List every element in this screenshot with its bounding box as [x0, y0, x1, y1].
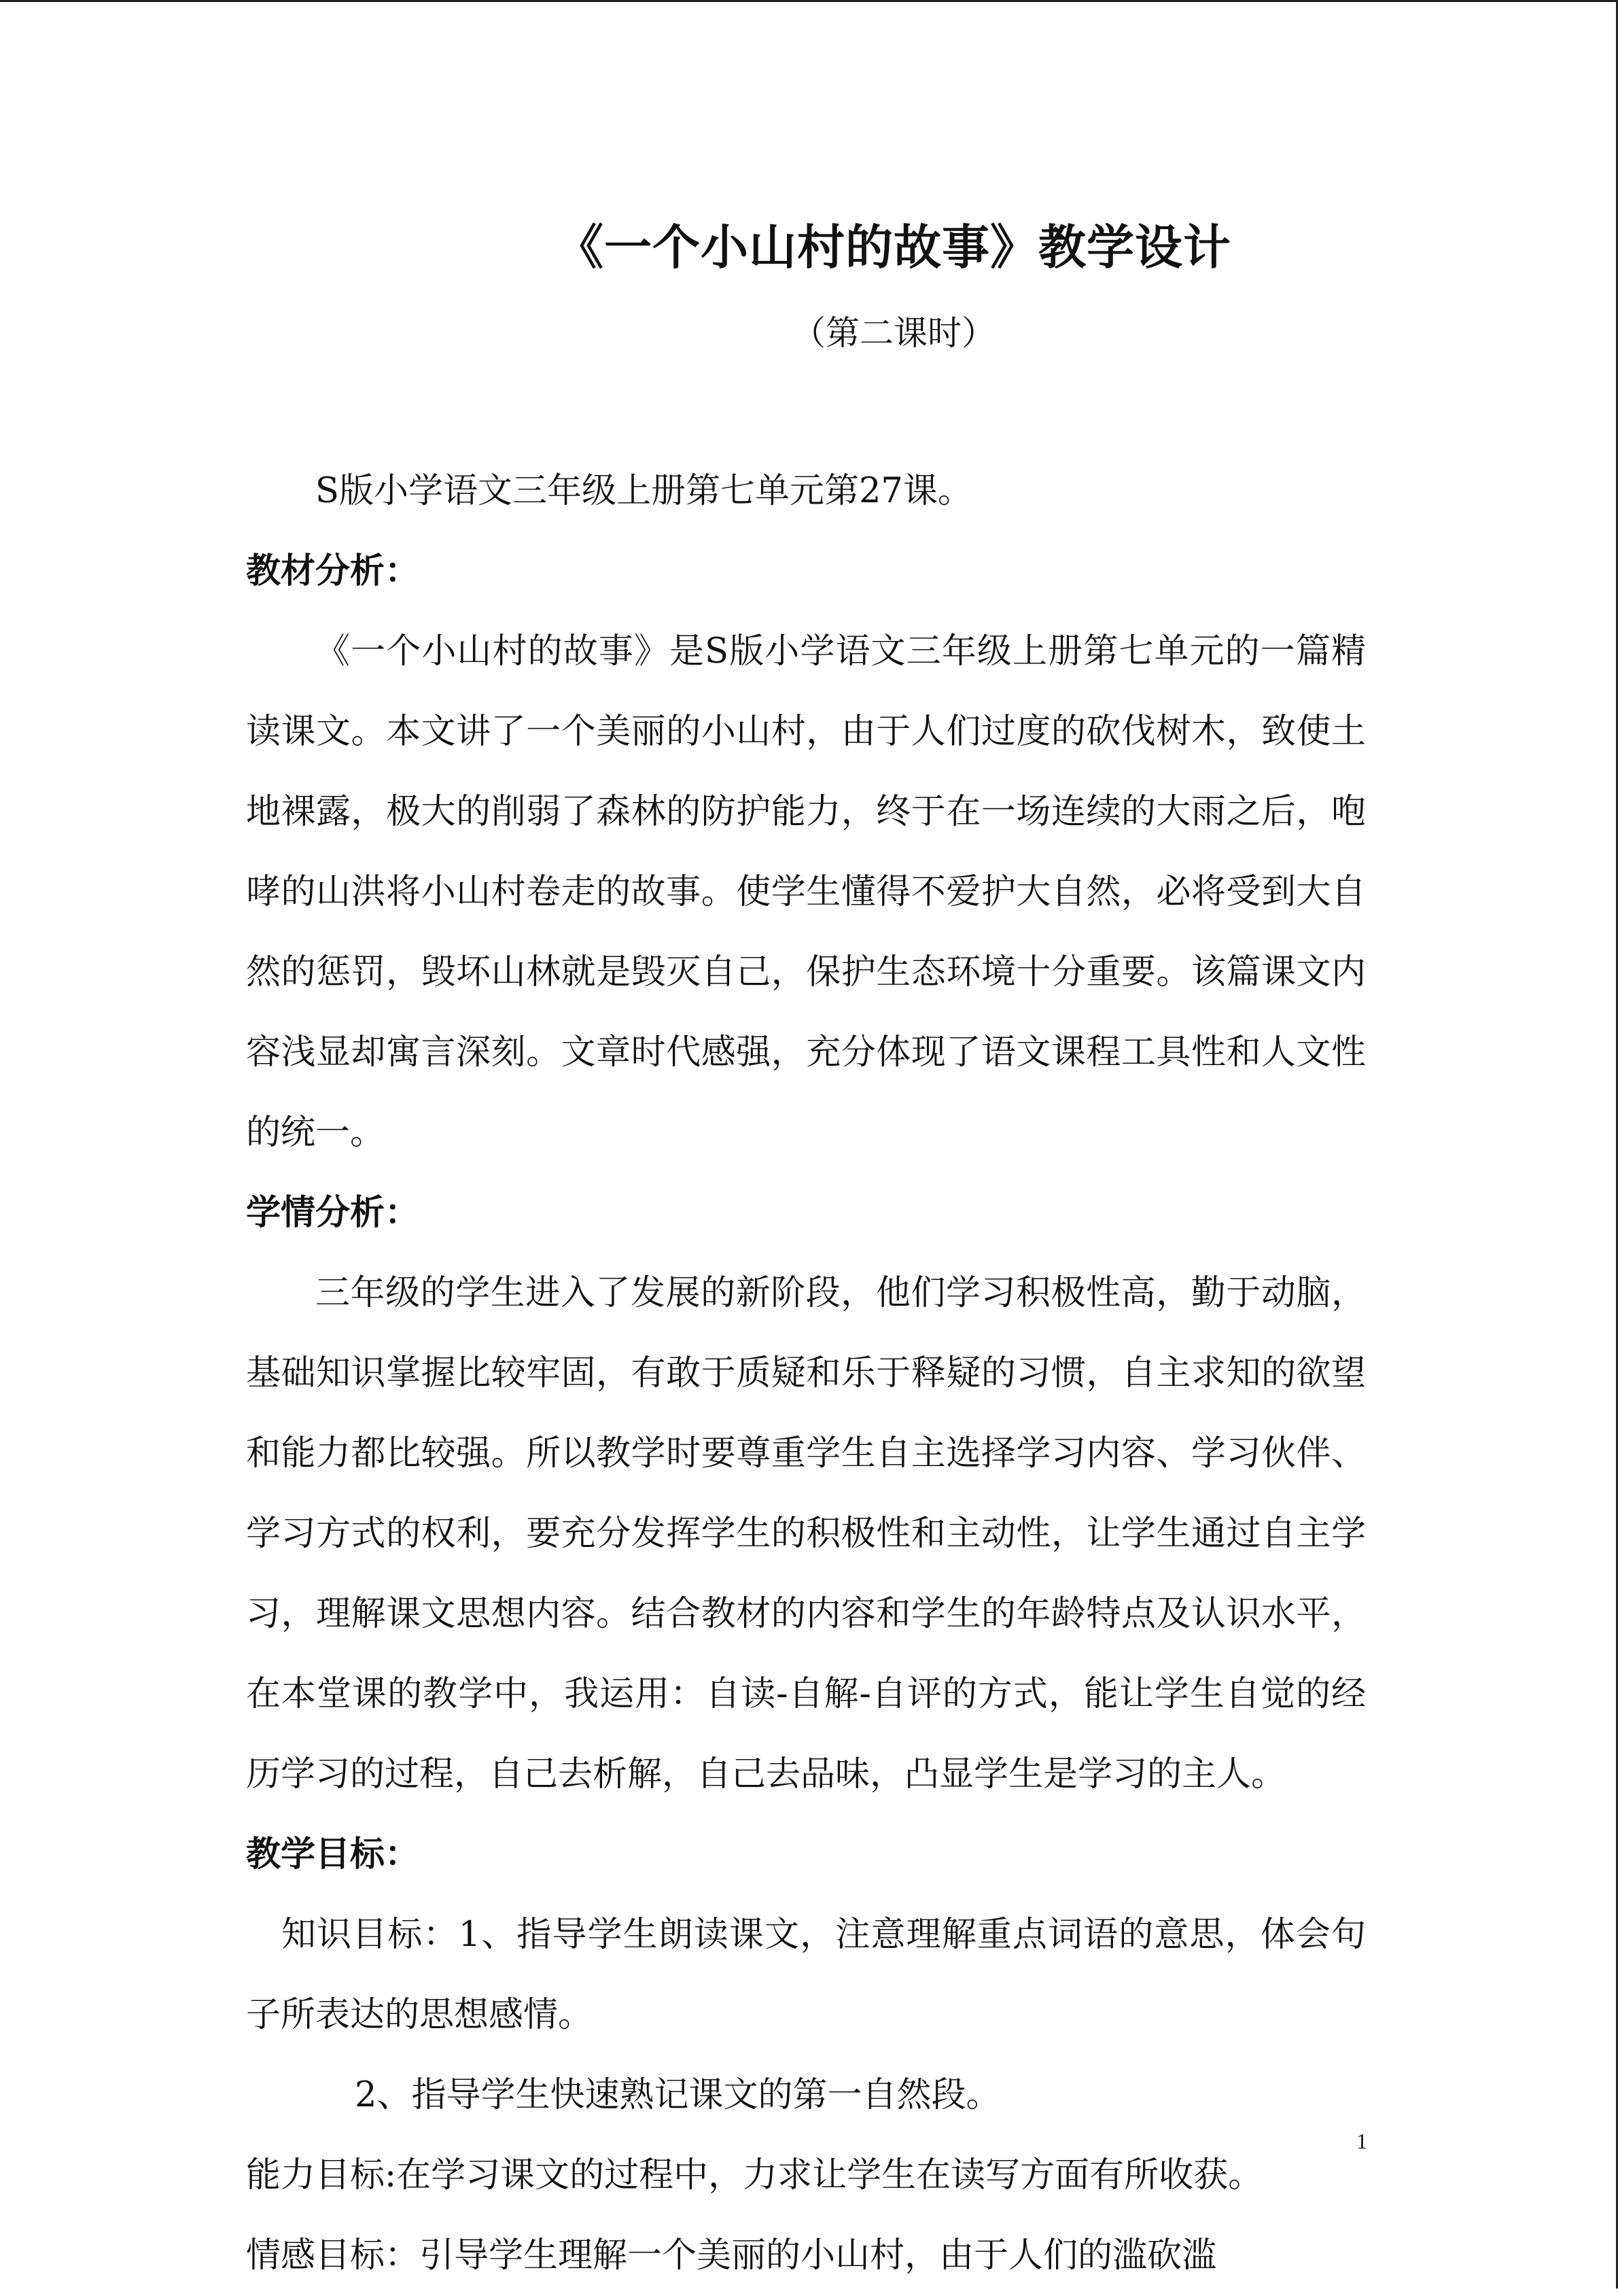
document-subtitle: （第二课时） — [792, 313, 996, 353]
document-body — [246, 451, 1366, 2296]
page-top-border — [0, 0, 1618, 2]
page-number: 1 — [1356, 2129, 1367, 2153]
knowledge-goal-2: 2、指导学生快速熟记课文的第一自然段。 — [355, 2075, 1001, 2115]
intro-paragraph: S版小学语文三年级上册第七单元第27课。 — [315, 471, 972, 511]
section-heading-textbook-analysis: 教材分析： — [246, 551, 420, 591]
knowledge-goal-1: 知识目标：1、指导学生朗读课文，注意理解重点词语的意思，体会句子所表达的思想感情。 — [246, 1915, 1366, 2035]
document-title: 《一个小山村的故事》教学设计 — [556, 219, 1231, 275]
section-heading-teaching-goals: 教学目标： — [246, 1834, 420, 1875]
student-analysis-paragraph: 三年级的学生进入了发展的新阶段，他们学习积极性高，勤于动脑，基础知识掌握比较牢固，有敢于质疑和乐于释疑的习惯，自主求知的欲望和能力都比较强。所以教学时要尊重学生自主选择学习内容、学习伙伴、学习方式的权利，要充分发挥学生的积极性和主动性，让学生通过自主学习，理解课文思想内容。结合教材的内容和学生的年龄特点及认识水平，在本堂课的教学中，我运用：自读-自解-自评的方式，能让学生自觉的经历学习的过程，自己去析解，自己去品味，凸显学生是学习的主人。 — [246, 1273, 1366, 1794]
textbook-analysis-paragraph: 《一个小山村的故事》是S版小学语文三年级上册第七单元的一篇精读课文。本文讲了一个美丽的小山村，由于人们过度的砍伐树木，致使土地裸露，极大的削弱了森林的防护能力，终于在一场连续的大雨之后，咆哮的山洪将小山村卷走的故事。使学生懂得不爱护大自然，必将受到大自然的惩罚，毁坏山林就是毁灭自己，保护生态环境十分重要。该篇课文内容浅显却寓言深刻。文章时代感强，充分体现了语文课程工具性和人文性的统一。 — [246, 631, 1366, 1153]
ability-goal: 能力目标:在学习课文的过程中，力求让学生在读写方面有所收获。 — [246, 2155, 1263, 2195]
emotion-goal: 情感目标：引导学生理解一个美丽的小山村，由于人们的滥砍滥 — [246, 2236, 1217, 2276]
section-heading-student-analysis: 学情分析： — [246, 1193, 420, 1233]
